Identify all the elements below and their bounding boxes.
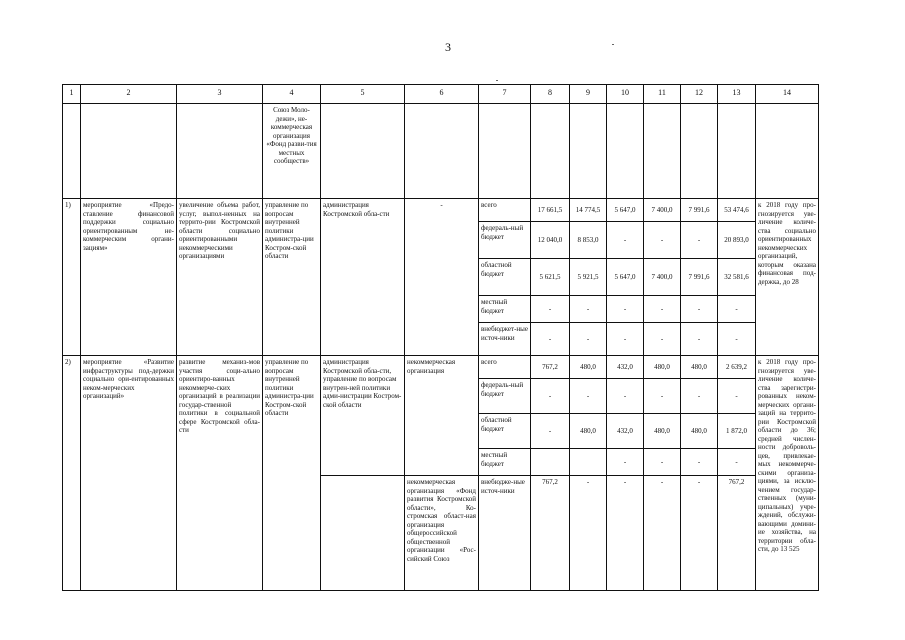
continuation-row	[63, 104, 819, 199]
funding-value: -	[644, 323, 681, 356]
header-cell: 3	[177, 85, 263, 104]
funding-value: 53 474,6	[718, 199, 756, 222]
funding-value: -	[681, 476, 718, 591]
funding-source: федераль-ный бюджет	[479, 222, 531, 259]
funding-value: -	[718, 379, 756, 414]
executor: управление по вопросам внутренней политики администра-ции Костром-ской области	[263, 356, 321, 591]
row-number: 2)	[63, 356, 81, 591]
header-cell: 5	[321, 85, 405, 104]
funding-value: 2 639,2	[718, 356, 756, 379]
funding-value: 5 647,0	[607, 199, 644, 222]
funding-value: 14 774,5	[570, 199, 607, 222]
funding-value	[531, 449, 570, 476]
header-row	[63, 85, 819, 104]
funding-value: 432,0	[607, 414, 644, 449]
funding-value: -	[681, 323, 718, 356]
funding-value: -	[607, 449, 644, 476]
funding-value: 7 400,0	[644, 259, 681, 296]
funding-value: 480,0	[644, 356, 681, 379]
funding-value: 7 400,0	[644, 199, 681, 222]
funding-value: 767,2	[531, 356, 570, 379]
program-table	[62, 84, 819, 591]
funding-value: 7 991,6	[681, 199, 718, 222]
event-goal: увеличение объема работ, услуг, выпол-ненных на террито-рии Костромской области социально ориентированными некоммерческими организациями	[177, 199, 263, 356]
funding-value: -	[531, 414, 570, 449]
funding-value: 7 991,6	[681, 259, 718, 296]
header-cell: 13	[718, 85, 756, 104]
header-cell: 11	[644, 85, 681, 104]
table-row	[63, 199, 819, 222]
scan-speck	[612, 44, 614, 45]
funding-value: -	[607, 323, 644, 356]
funding-value: -	[718, 323, 756, 356]
funding-value: -	[570, 379, 607, 414]
expected-result: к 2018 году про-гнозируется уве-личение количе-ства зарегистри-рованных неком-мерческих органи-заций на террито-рии Костромской области до 36; средней числен-ности доброволь-цев, привлекае-мых некоммерче-скими организа-циями, за исклю-чением государ-ственных (муни-ципальных) учре-ждений, обслужи-вающими домини-ие хозяйства, на территории обла-сти, до 13 525	[756, 356, 819, 591]
funding-value	[570, 449, 607, 476]
funding-value: -	[718, 449, 756, 476]
funding-value: -	[570, 296, 607, 323]
funding-value: -	[531, 296, 570, 323]
funding-value: -	[681, 379, 718, 414]
funding-value: 480,0	[681, 356, 718, 379]
funding-value: -	[644, 222, 681, 259]
funding-source: местный бюджет	[479, 296, 531, 323]
funding-value: 432,0	[607, 356, 644, 379]
executor: управление по вопросам внутренней политики администра-ции Костром-ской области	[263, 199, 321, 356]
funding-source: всего	[479, 199, 531, 222]
page-number: 3	[445, 40, 451, 54]
funding-value: -	[681, 222, 718, 259]
header-cell: 1	[63, 85, 81, 104]
recipient: некоммерческая организация «Фонд развития Костромской области», Ко-стромская област-ная организация общероссийской общественной организации «Рос-сийский Союз	[405, 476, 479, 591]
header-cell: 9	[570, 85, 607, 104]
funding-value: -	[607, 296, 644, 323]
funding-value: 5 621,5	[531, 259, 570, 296]
funding-value: 767,2	[531, 476, 570, 591]
funding-value: 20 893,0	[718, 222, 756, 259]
funding-source: местный бюджет	[479, 449, 531, 476]
funding-value: 1 872,0	[718, 414, 756, 449]
funding-value: 480,0	[570, 414, 607, 449]
event-goal: развитие механиз-мов участия соци-ально ориентиро-ванных некоммерче-ских организаций в реализации государ-ственной политики в социальной сфере Костромской обла-сти	[177, 356, 263, 591]
funding-value: 767,2	[718, 476, 756, 591]
funding-value: -	[607, 379, 644, 414]
funding-value: 480,0	[681, 414, 718, 449]
funding-value: 480,0	[570, 356, 607, 379]
expected-result: к 2018 году про-гнозируется уве-личение количе-ства социально ориентированных некоммерческих организаций, которым оказана финансовая под-держка, до 28	[756, 199, 819, 356]
header-cell: 14	[756, 85, 819, 104]
table-row	[63, 356, 819, 379]
header-cell: 12	[681, 85, 718, 104]
funding-value: -	[531, 323, 570, 356]
funding-value: 8 853,0	[570, 222, 607, 259]
continuation-col4: Союз Моло-дежи», не-коммерческая организация «Фонд разви-тия местных сообществ»	[263, 104, 321, 199]
funding-value: -	[644, 476, 681, 591]
funding-value: 5 647,0	[607, 259, 644, 296]
scan-speck	[496, 80, 498, 81]
funding-value: -	[531, 379, 570, 414]
funding-value: -	[607, 222, 644, 259]
funding-value: 480,0	[644, 414, 681, 449]
funding-value: 32 581,6	[718, 259, 756, 296]
funding-source: внебюдже-ные источ-ники	[479, 476, 531, 591]
admin: администрация Костромской обла-сти, управление по вопросам внутрен-ней политики адми-нистрации Костром-ской области	[321, 356, 405, 476]
funding-source: областной бюджет	[479, 414, 531, 449]
funding-value: -	[607, 476, 644, 591]
header-cell: 8	[531, 85, 570, 104]
funding-value: -	[644, 449, 681, 476]
header-cell: 4	[263, 85, 321, 104]
funding-value: -	[644, 296, 681, 323]
recipient: -	[405, 199, 479, 356]
funding-source: всего	[479, 356, 531, 379]
funding-value: -	[681, 449, 718, 476]
funding-value: -	[681, 296, 718, 323]
header-cell: 2	[81, 85, 177, 104]
header-cell: 6	[405, 85, 479, 104]
funding-source: областной бюджет	[479, 259, 531, 296]
row-number: 1)	[63, 199, 81, 356]
funding-value: 5 921,5	[570, 259, 607, 296]
admin: администрация Костромской обла-сти	[321, 199, 405, 356]
funding-value: -	[570, 476, 607, 591]
header-cell: 7	[479, 85, 531, 104]
funding-value: -	[718, 296, 756, 323]
funding-value: -	[570, 323, 607, 356]
funding-source: внебюджет-ные источ-ники	[479, 323, 531, 356]
event-name: мероприятие «Предо-ставление финансовой поддержки социально ориентированным не-коммерческим органи-зациям»	[81, 199, 177, 356]
funding-value: 17 661,5	[531, 199, 570, 222]
funding-value: -	[644, 379, 681, 414]
event-name: мероприятие «Развитие инфраструктуры под-держки социально ори-ентированных неком-мерческих организаций»	[81, 356, 177, 591]
funding-source: федераль-ный бюджет	[479, 379, 531, 414]
header-cell: 10	[607, 85, 644, 104]
funding-value: 12 040,0	[531, 222, 570, 259]
recipient: некоммерческая организация	[405, 356, 479, 476]
